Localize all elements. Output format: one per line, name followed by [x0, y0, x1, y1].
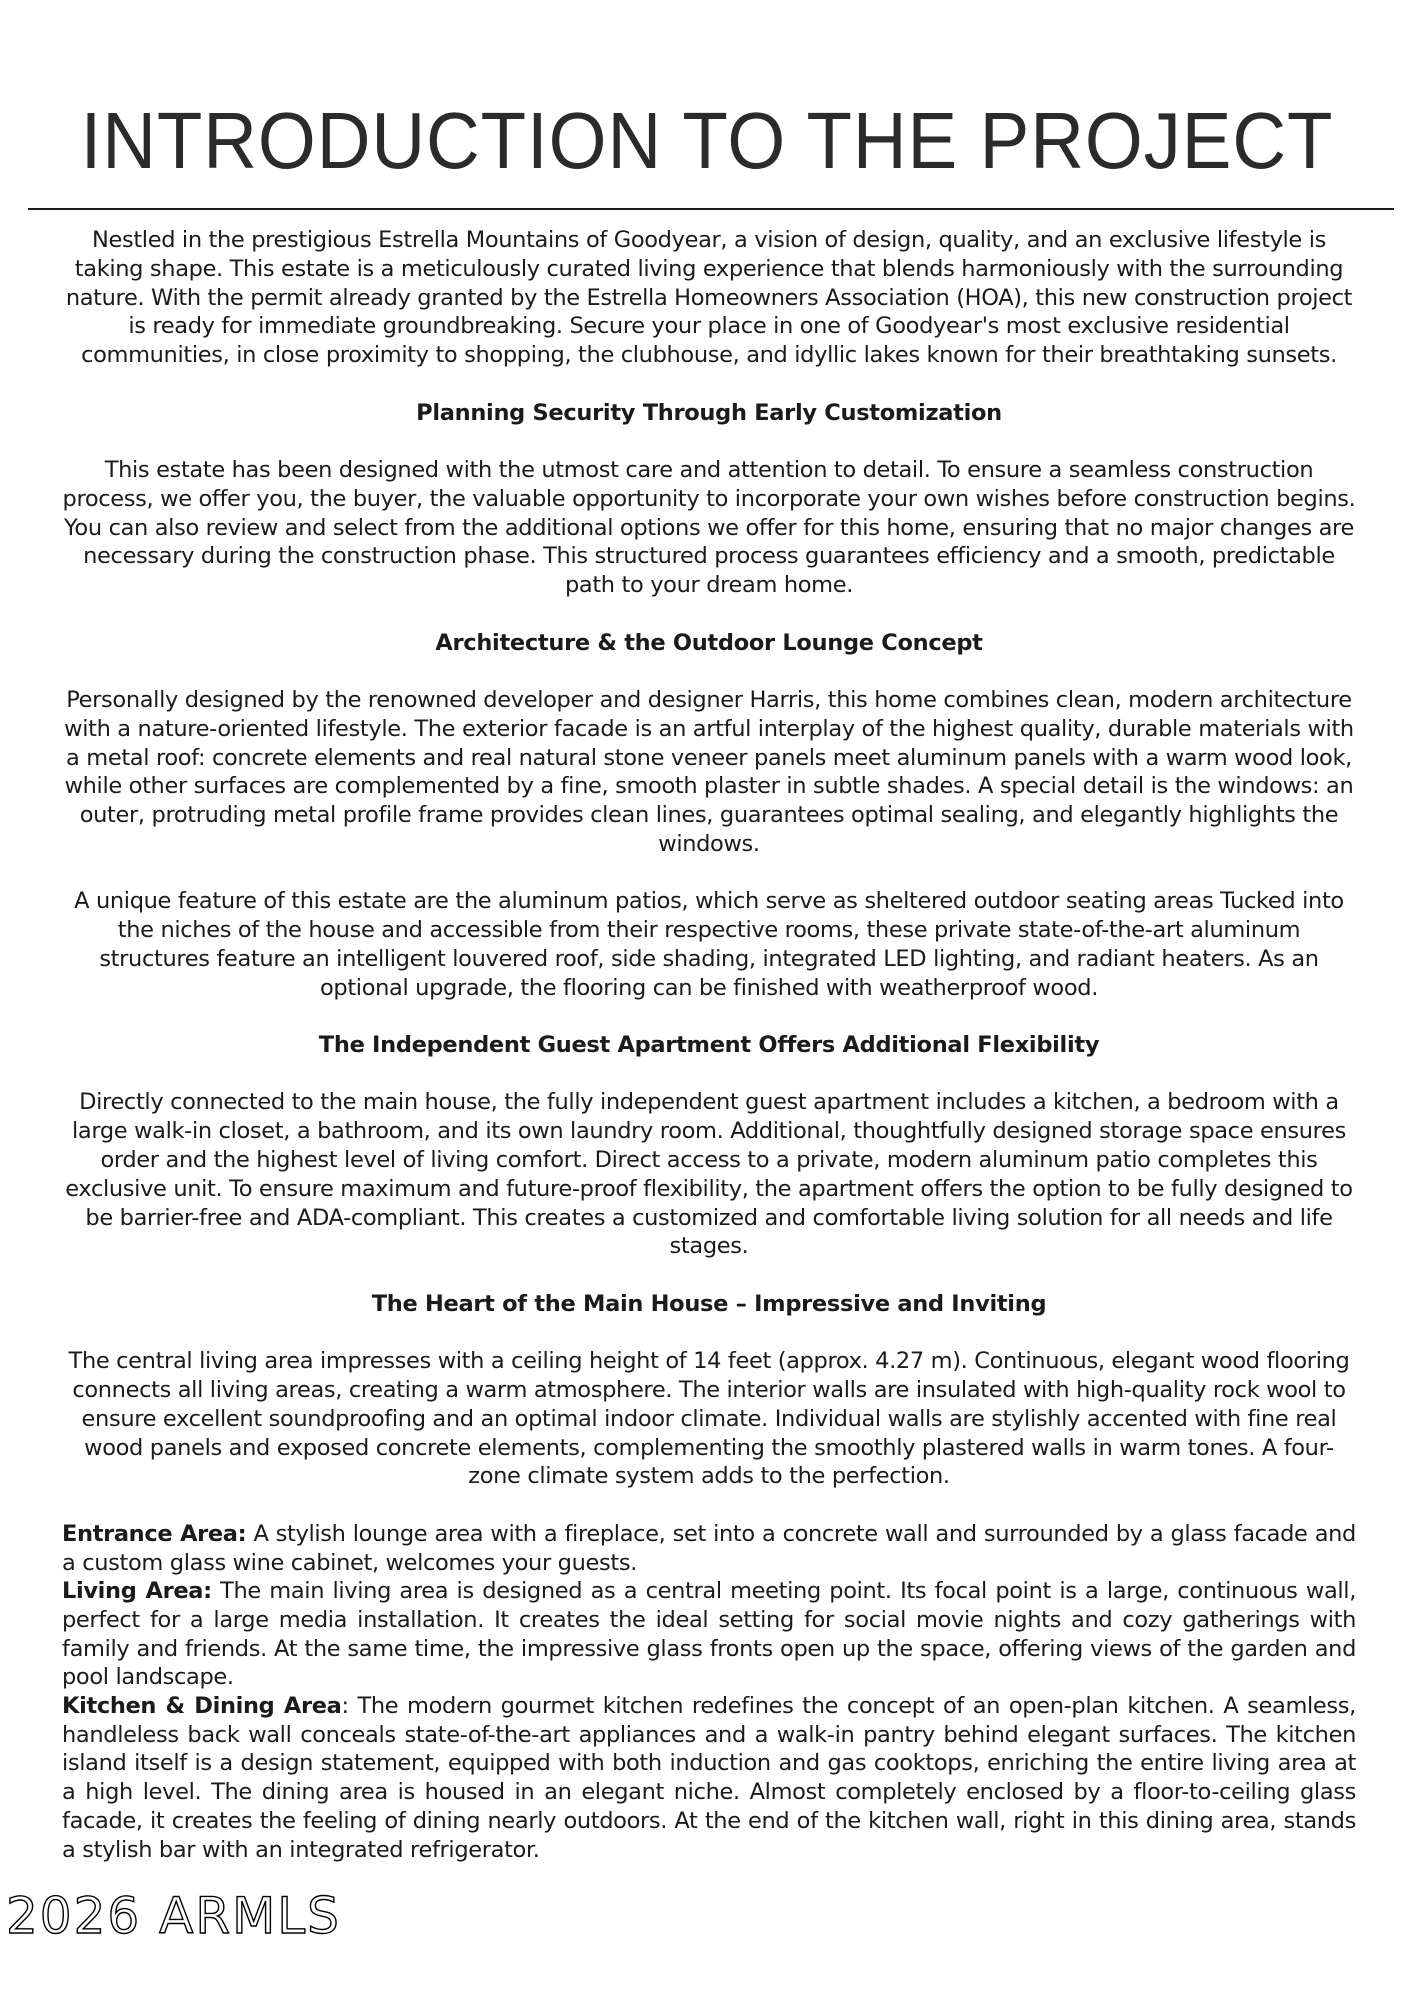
entrance-area-text: A stylish lounge area with a fireplace, set into a concrete wall and surrounded by a glass facade and a custom glass wine cabinet, welcomes your guests.	[62, 1520, 1356, 1576]
main-house-heading: The Heart of the Main House – Impressive and Inviting	[371, 1290, 1047, 1317]
living-area-label: Living Area:	[62, 1578, 212, 1605]
living-area-text: The main living area is designed as a central meeting point. Its focal point is a large, continuous wall, perfect for a large media installation. It creates the ideal setting for social movie nights and cozy gatherings with family and friends. At the same time, the impressive glass fronts open up the space, offering views of the garden and pool landscape.	[62, 1578, 1356, 1691]
main-house-paragraph: The central living area impresses with a ceiling height of 14 feet (approx. 4.27 m). Continuous, elegant wood flooring connects all living areas, creating a warm atmosphere. The interior walls are insulated with high-quality rock wool to ensure excellent soundproofing and an optimal indoor climate. Individual walls are stylishly accented with fine real wood panels and exposed concrete elements, complementing the smoothly plastered walls in warm tones. A four-zone climate system adds to the perfection.	[68, 1348, 1350, 1490]
intro-paragraph: Nestled in the prestigious Estrella Mountains of Goodyear, a vision of design, quality, and an exclusive lifestyle is taking shape. This estate is a meticulously curated living experience that blends harmoniously with the surrounding nature. With the permit already granted by the Estrella Homeowners Association (HOA), this new construction project is ready for immediate groundbreaking. Secure your place in one of Goodyear's most exclusive residential communities, in close proximity to shopping, the clubhouse, and idyllic lakes known for their breathtaking sunsets.	[65, 227, 1353, 369]
title-divider	[28, 208, 1394, 210]
guest-apartment-heading: The Independent Guest Apartment Offers Additional Flexibility	[318, 1032, 1100, 1059]
kitchen-dining-item	[62, 1692, 1356, 1864]
architecture-heading: Architecture & the Outdoor Lounge Concept	[435, 629, 983, 656]
kitchen-dining-text: : The modern gourmet kitchen redefines the concept of an open-plan kitchen. A seamless, handleless back wall conceals state-of-the-art appliances and a walk-in pantry behind elegant surfaces. The kitchen island itself is a design statement, equipped with both induction and gas cooktops, enriching the entire living area at a high level. The dining area is housed in an elegant niche. Almost completely enclosed by a floor-to-ceiling glass facade, it creates the feeling of dining nearly outdoors. At the end of the kitchen wall, right in this dining area, stands a stylish bar with an integrated refrigerator.	[62, 1693, 1356, 1863]
living-area-item	[62, 1577, 1356, 1692]
planning-heading: Planning Security Through Early Customization	[416, 399, 1002, 426]
guest-apartment-paragraph: Directly connected to the main house, the fully independent guest apartment includes a kitchen, a bedroom with a large walk-in closet, a bathroom, and its own laundry room. Additional, thoughtfully designed storage space ensures order and the highest level of living comfort. Direct access to a private, modern aluminum patio completes this exclusive unit. To ensure maximum and future-proof flexibility, the apartment offers the option to be fully designed to be barrier-free and ADA-compliant. This creates a customized and comfortable living solution for all needs and life stages.	[65, 1089, 1353, 1260]
document-body	[62, 226, 1356, 1864]
kitchen-dining-label: Kitchen & Dining Area	[62, 1693, 342, 1720]
planning-paragraph: This estate has been designed with the utmost care and attention to detail. To ensure a seamless construction process, we offer you, the buyer, the valuable opportunity to incorporate your own wishes before construction begins. You can also review and select from the additional options we offer for this home, ensuring that no major changes are necessary during the construction phase. This structured process guarantees efficiency and a smooth, predictable path to your dream home.	[62, 456, 1356, 599]
entrance-area-item	[62, 1520, 1356, 1577]
page-title: INTRODUCTION TO THE PROJECT	[80, 96, 1334, 185]
architecture-paragraph: Personally designed by the renowned developer and designer Harris, this home combines clean, modern architecture with a nature-oriented lifestyle. The exterior facade is an artful interplay of the highest quality, durable materials with a metal roof: concrete elements and real natural stone veneer panels meet aluminum panels with a warm wood look, while other surfaces are complemented by a fine, smooth plaster in subtle shades. A special detail is the windows: an outer, protruding metal profile frame provides clean lines, guarantees optimal sealing, and elegantly highlights the windows.	[64, 686, 1354, 857]
entrance-area-label: Entrance Area:	[62, 1520, 247, 1547]
patio-paragraph: A unique feature of this estate are the aluminum patios, which serve as sheltered outdoor seating areas Tucked into the niches of the house and accessible from their respective rooms, these private state-of-the-art aluminum structures feature an intelligent louvered roof, side shading, integrated LED lighting, and radiant heaters. As an optional upgrade, the flooring can be finished with weatherproof wood.	[74, 888, 1344, 1001]
armls-watermark: 2026 ARMLS	[6, 1887, 341, 1945]
